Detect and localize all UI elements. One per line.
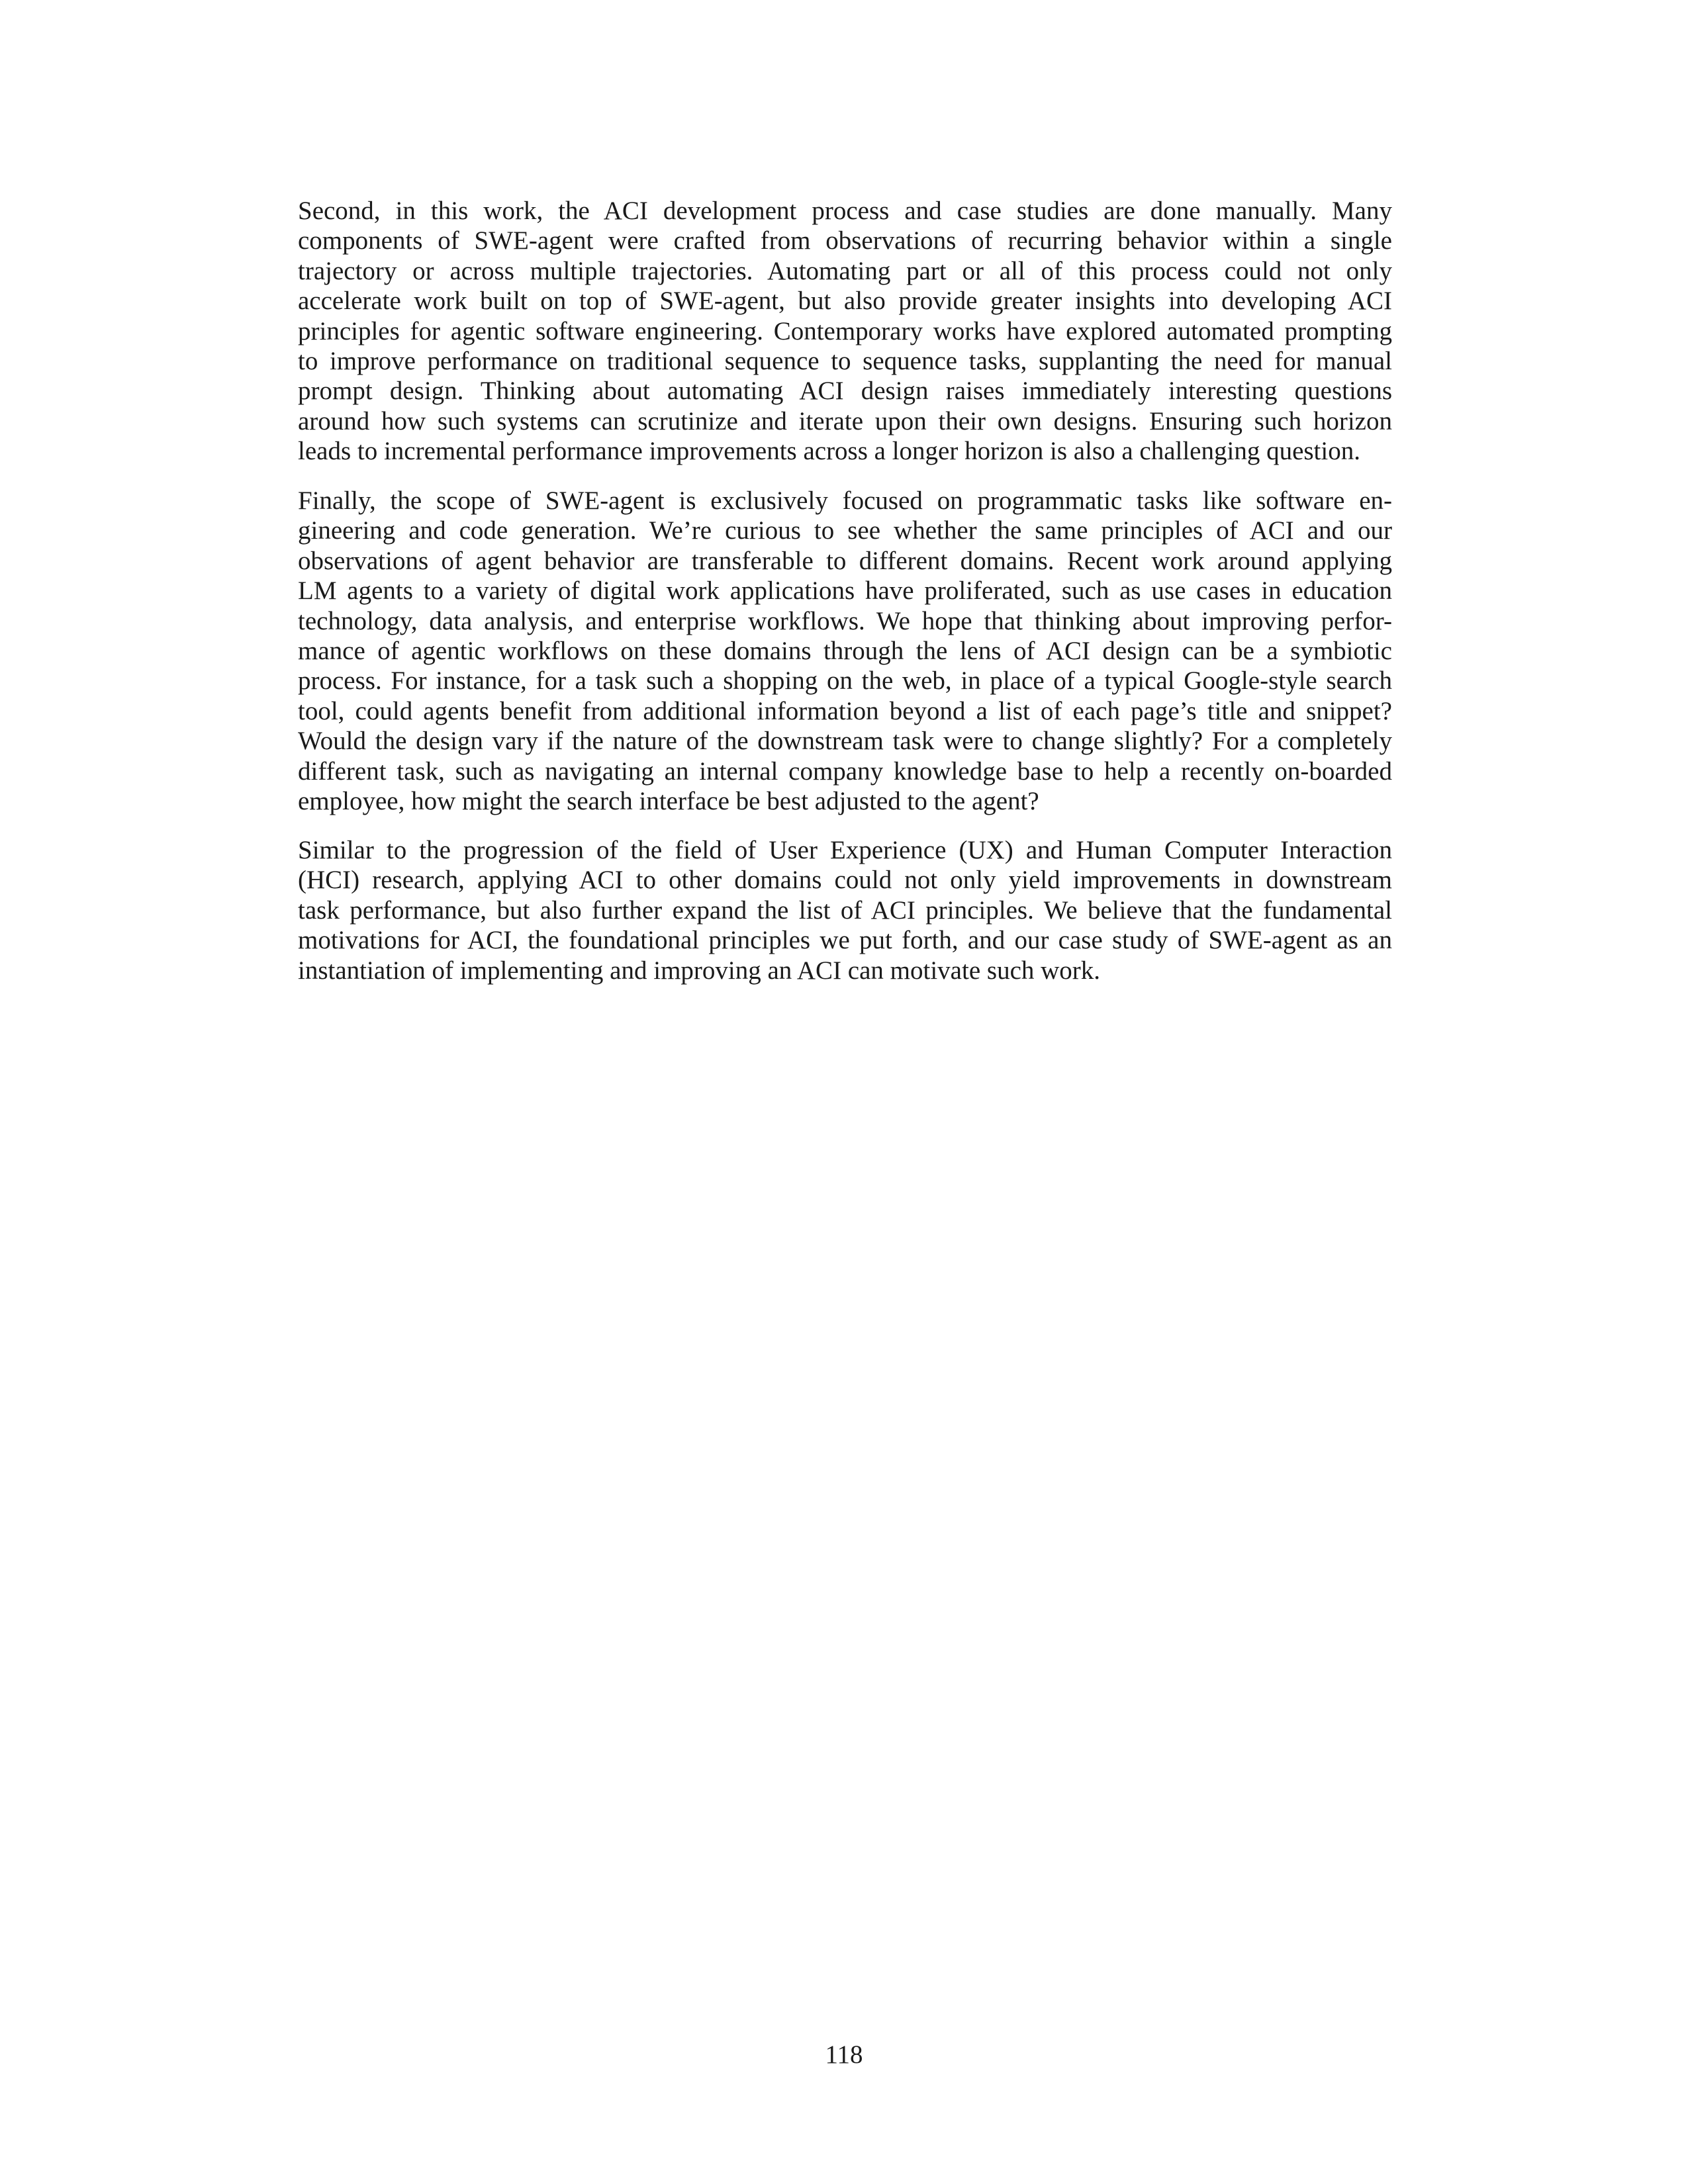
text-line: leads to incremental performance improvements across a longer horizon is also a challenging question. [298, 437, 1360, 466]
text-line: Finally, the scope of SWE-agent is exclusively focused on programmatic tasks like software en- [298, 486, 1392, 515]
text-line: task performance, but also further expand the list of ACI principles. We believe that the fundamental [298, 895, 1392, 925]
text-line: instantiation of implementing and improving an ACI can motivate such work. [298, 956, 1101, 985]
text-line: mance of agentic workflows on these domains through the lens of ACI design can be a symbiotic [298, 637, 1392, 666]
text-line: observations of agent behavior are transferable to different domains. Recent work around applying [298, 546, 1392, 575]
text-line: around how such systems can scrutinize and iterate upon their own designs. Ensuring such horizon [298, 406, 1392, 435]
text-line: Would the design vary if the nature of the downstream task were to change slightly? For a completely [298, 727, 1392, 756]
text-line: Second, in this work, the ACI development process and case studies are done manually. Many [298, 197, 1392, 225]
text-line: different task, such as navigating an internal company knowledge base to help a recently on-boarded [298, 756, 1392, 786]
text-line: (HCI) research, applying ACI to other domains could not only yield improvements in downstream [298, 866, 1392, 895]
text-line: LM agents to a variety of digital work applications have proliferated, such as use cases in education [298, 576, 1392, 606]
text-line: motivations for ACI, the foundational principles we put forth, and our case study of SWE-agent as an [298, 926, 1392, 955]
page-number: 118 [825, 2040, 863, 2069]
text-line: to improve performance on traditional sequence to sequence tasks, supplanting the need for manual [298, 347, 1392, 376]
paragraph-ci-automation [298, 196, 1392, 467]
text-line: components of SWE-agent were crafted from observations of recurring behavior within a single [298, 226, 1392, 255]
text-line: tool, could agents benefit from additional information beyond a list of each page’s title and snippet? [298, 696, 1392, 725]
paragraph-ux-hci [298, 835, 1392, 985]
text-line: prompt design. Thinking about automating ACI design raises immediately interesting questions [298, 377, 1392, 406]
paragraph-scope-domains [298, 486, 1392, 816]
text-line: technology, data analysis, and enterprise workflows. We hope that thinking about improving perfor- [298, 606, 1392, 635]
text-line: accelerate work built on top of SWE-agent, but also provide greater insights into developing ACI [298, 287, 1392, 316]
text-line: principles for agentic software engineering. Contemporary works have explored automated prompting [298, 316, 1392, 345]
text-line: employee, how might the search interface be best adjusted to the agent? [298, 787, 1039, 816]
text-line: Similar to the progression of the field of User Experience (UX) and Human Computer Interaction [298, 836, 1392, 864]
text-line: trajectory or across multiple trajectories. Automating part or all of this process could not only [298, 256, 1392, 285]
text-line: process. For instance, for a task such a shopping on the web, in place of a typical Google-style search [298, 666, 1392, 696]
text-line: gineering and code generation. We’re curious to see whether the same principles of ACI and our [298, 516, 1392, 545]
